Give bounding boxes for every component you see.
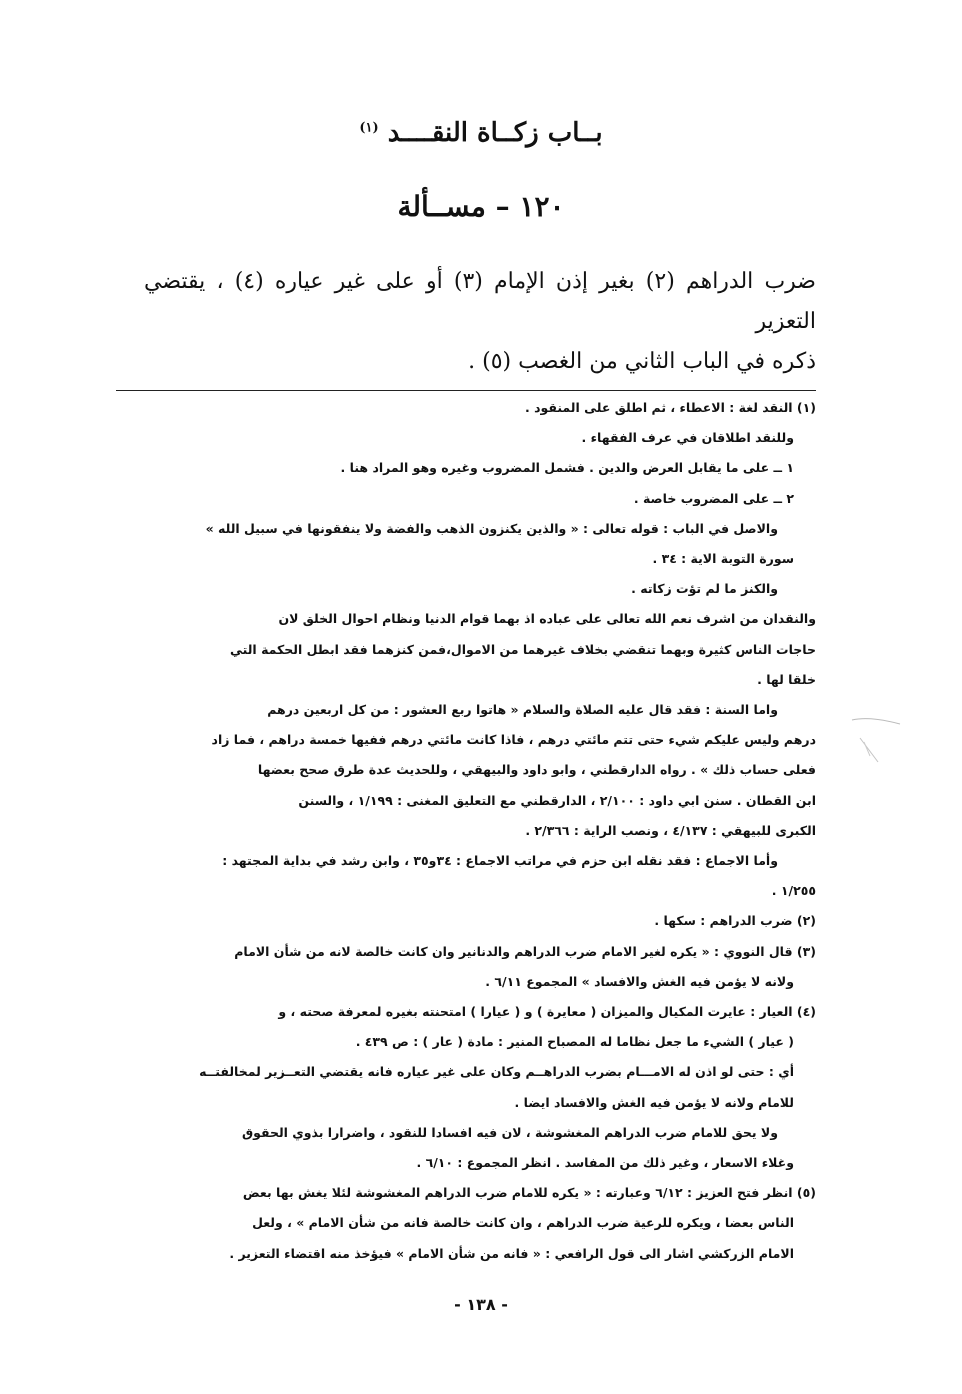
footnote-line: وغلاء الاسعار ، وغير ذلك من المفاسد . انظر المجموع : ٦/١٠ . xyxy=(416,1155,794,1171)
footnote-line: سورة التوبة الاية : ٣٤ . xyxy=(652,551,794,567)
main-text-line: ضرب الدراهم (٢) بغير إذن الإمام (٣) أو على غير عياره (٤) ، يقتضي التعزير xyxy=(144,269,816,334)
page-number: - ١٣٨ - xyxy=(454,1295,508,1314)
chapter-title xyxy=(0,118,962,148)
main-text-line: ذكره في الباب الثاني من الغصب (٥) . xyxy=(468,349,816,374)
footnote-line: فعلى حساب ذلك » . رواه الدارقطني ، وابو داود والبيهقي ، وللحديث عدة طرق صحح بعضها xyxy=(257,762,816,778)
footnote-line: والكنز ما لم تؤت زكاته . xyxy=(631,581,778,597)
footnote-line: ١ ــ على ما يقابل العرض والدين . فشمل المضروب وغيره وهو المراد هنا . xyxy=(340,460,794,476)
footnote-line: وأما الاجماع : فقد نقله ابن حزم في مراتب الاجماع : ٣٤و٣٥ ، وابن رشد في بداية المجتهد : xyxy=(222,853,778,869)
footnote-line: ولانه لا يؤمن فيه الغش والافساد » المجموع ٦/١١ . xyxy=(485,973,794,989)
footnote-line: (٣) قال النووي : « يكره لغير الامام ضرب الدراهم والدنانير وان كانت خالصة لانه من شأن الامام xyxy=(234,943,816,959)
scan-artifact-mark xyxy=(840,712,940,782)
footnote-line: والنقدان من اشرف نعم الله تعالى على عباده اذ بهما قوام الدنيا ونظام احوال الخلق لان xyxy=(278,611,816,627)
chapter-note-ref: (١) xyxy=(359,120,379,136)
footnote-line: ( عيار ) الشيء ما جعل نظاما له المصباح المنير : مادة ( عار ) : ص ٤٣٩ . xyxy=(355,1034,794,1050)
footnote-line: (٥) انظر فتح العزيز : ٦/١٢ وعبارته : « يكره للامام ضرب الدراهم المغشوشة لئلا يغش بها بعض xyxy=(242,1185,816,1201)
footnote-line: ابن القطان . سنن ابي داود : ٢/١٠٠ ، الدارقطني مع التعليق المغنى : ١/١٩٩ ، والسنن xyxy=(298,792,816,808)
footnote-line: وللنقد اطلاقان في عرف الفقهاء . xyxy=(581,430,794,446)
footnote-line: ٢ ــ على المضروب خاصة . xyxy=(633,490,794,506)
footnote-line: أي : حتى لو اذن له الامـــام بضرب الدراهــم وكان على غير عياره فانه يقتضي التعــزير لمخالفتــه xyxy=(199,1064,794,1080)
footnote-separator xyxy=(116,390,816,391)
footnote-line: الامام الزركشي اشار الى قول الرافعي : « فانه من شأن الامام » فيؤخذ منه اقتضاء التعزير . xyxy=(229,1245,794,1261)
main-text xyxy=(144,262,816,382)
footnote-line: والاصل في الباب : قوله تعالى : « والذين يكنزون الذهب والفضة ولا ينفقونها في سبيل الله » xyxy=(205,520,778,536)
footnote-line: واما السنة : فقد قال عليه الصلاة والسلام « هاتوا ربع العشور : من كل اربعين درهم xyxy=(267,702,778,718)
chapter-title-text: بــاب زكــاة النقــــد xyxy=(387,118,603,148)
footnote-line: الكبرى للبيهقي : ٤/١٣٧ ، ونصب الراية : ٢/٣٦٦ . xyxy=(525,822,816,838)
footnote-line: (١) النقد لغة : الاعطاء ، ثم اطلق على المنقود . xyxy=(524,400,816,415)
footnote-line: ١/٢٥٥ . xyxy=(771,883,816,899)
footnote-line: للامام ولانه لا يؤمن فيه الغش والافساد ايضا . xyxy=(514,1094,794,1110)
issue-title: ١٢٠ – مســألة xyxy=(397,190,565,223)
footnote-line: الناس بعضا ، ويكره للرعية ضرب الدراهم ، وان كانت خالصة فانه من شأن الامام » ، ولعل xyxy=(252,1215,794,1231)
footnote-line: درهم وليس عليكم شيء حتى تتم مائتي درهم ، فاذا كانت مائتي درهم ففيها خمسة دراهم ، فما زاد xyxy=(211,732,816,748)
footnote-line: (٤) العيار : عايرت المكيال والميزان ( معايرة ) و ( عيارا ) امتحنته بغيره لمعرفة صحته ، و xyxy=(278,1004,816,1020)
footnotes xyxy=(140,393,816,1269)
footnote-line: خلقا لها . xyxy=(757,671,816,687)
footnote-line: حاجات الناس كثيرة وبهما تنقضي بخلاف غيرهما من الاموال،فمن كنزهما فقد ابطل الحكمة التي xyxy=(229,641,816,657)
footnote-line: ولا يحق للامام ضرب الدراهم المغشوشة ، لان فيه افسادا للنقود ، واضرارا بذوي الحقوق xyxy=(241,1124,778,1140)
footnote-line: (٢) ضرب الدراهم : سكها . xyxy=(654,913,816,929)
